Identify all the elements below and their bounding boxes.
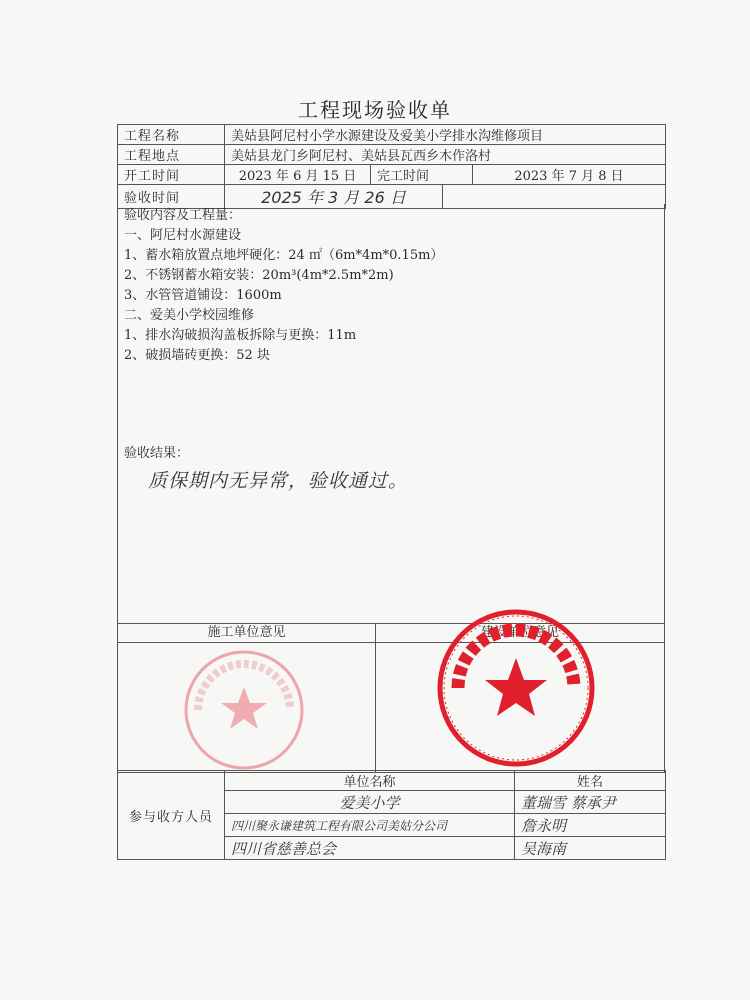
unit-header: 单位名称 <box>225 771 515 791</box>
content-line: 二、爱美小学校园维修 <box>124 308 255 323</box>
document-title: 工程现场验收单 <box>298 98 452 122</box>
charity-federation-seal <box>434 606 598 770</box>
participants-label: 参与收方人员 <box>118 771 225 860</box>
location-label: 工程地点 <box>118 145 225 165</box>
content-line: 一、阿尼村水源建设 <box>124 228 242 243</box>
participant-unit: 四川聚永谦建筑工程有限公司美姑分公司 <box>225 814 515 837</box>
acceptance-date-value: 2025 年 3 月 26 日 <box>261 188 406 207</box>
name-header: 姓名 <box>515 771 666 791</box>
content-section <box>124 206 443 366</box>
participant-unit: 四川省慈善总会 <box>225 837 515 860</box>
start-date-label: 开工时间 <box>118 165 225 185</box>
participant-name: 董瑞雪 蔡承尹 <box>515 791 666 814</box>
project-name-value: 美姑县阿尼村小学水源建设及爱美小学排水沟维修项目 <box>225 125 666 145</box>
participants-table <box>117 770 666 860</box>
opinion-divider <box>375 624 376 772</box>
project-name-label: 工程名称 <box>118 125 225 145</box>
location-value: 美姑县龙门乡阿尼村、美姑县瓦西乡木作洛村 <box>225 145 666 165</box>
result-label: 验收结果： <box>124 446 190 461</box>
content-heading: 验收内容及工程量： <box>124 208 242 223</box>
content-line: 1、蓄水箱放置点地坪硬化：24 ㎡（6m*4m*0.15m） <box>124 248 444 263</box>
construction-company-seal <box>181 647 307 773</box>
participant-name: 詹永明 <box>515 814 666 837</box>
content-line: 1、排水沟破损沟盖板拆除与更换：11m <box>124 328 357 343</box>
end-date-value: 2023 年 7 月 8 日 <box>473 165 666 185</box>
end-date-label: 完工时间 <box>371 165 473 185</box>
info-table <box>117 124 666 209</box>
result-text: 质保期内无异常，验收通过。 <box>148 470 409 492</box>
content-box <box>117 204 665 624</box>
acceptance-date-label: 验收时间 <box>118 185 225 209</box>
participant-name: 吴海南 <box>515 837 666 860</box>
owner-opinion-label: 建设单位意见 <box>376 624 664 643</box>
participants-header-row <box>118 771 666 791</box>
content-line: 2、破损墙砖更换：52 块 <box>124 348 270 363</box>
project-name-row <box>118 125 666 145</box>
construction-opinion-label: 施工单位意见 <box>118 624 375 643</box>
location-row <box>118 145 666 165</box>
content-line: 2、不锈钢蓄水箱安装：20m³(4m*2.5m*2m) <box>124 268 394 283</box>
opinions-section <box>117 623 665 773</box>
participant-unit: 爱美小学 <box>225 791 515 814</box>
content-line: 3、水管管道铺设：1600m <box>124 288 282 303</box>
start-date-value: 2023 年 6 月 15 日 <box>225 165 371 185</box>
dates-row <box>118 165 666 185</box>
